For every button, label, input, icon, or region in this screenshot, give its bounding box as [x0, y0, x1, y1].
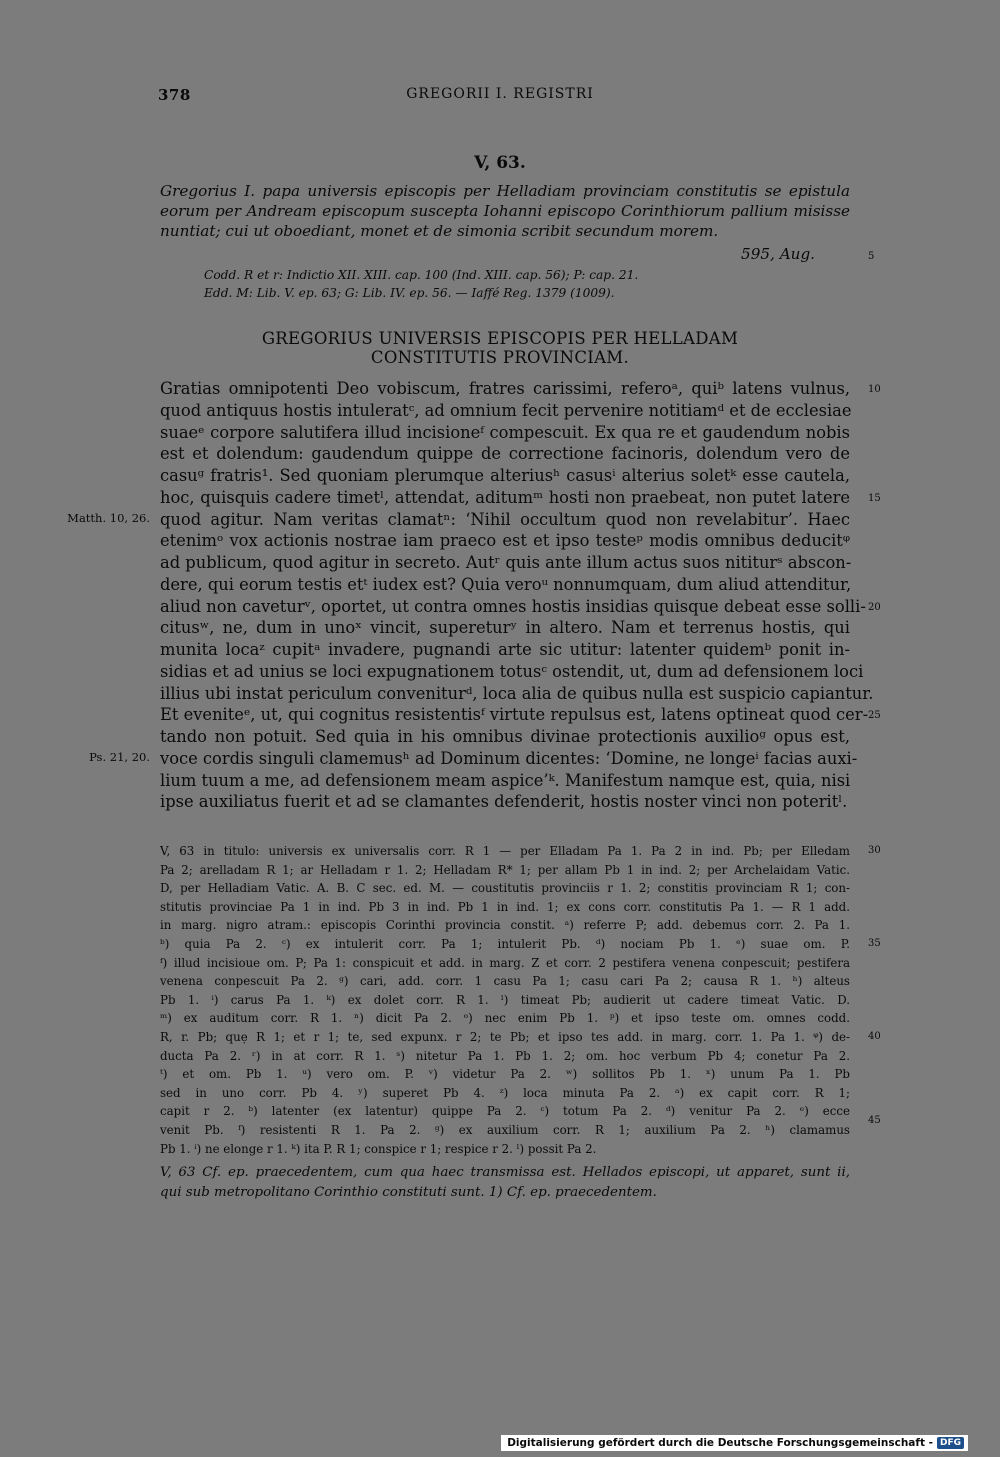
apparatus-line: D, per Helladiam Vatic. A. B. C sec. ed. M. — coustitutis provinciis r 1. 2; constitis provinciam R 1; con-	[160, 881, 850, 896]
body-line: citusʷ, ne, dum in unoˣ vincit, supereturʸ in altero. Nam et terrenus hostis, qui	[160, 618, 850, 638]
body-line: est et dolendum: gaudendum quippe de correctione facinoris, dolendum vero de	[160, 444, 850, 464]
main-title-line: CONSTITUTIS PROVINCIAM.	[370, 348, 630, 367]
apparatus-line: V, 63 in titulo: universis ex universalis corr. R 1 — per Elladam Pa 1. Pa 2 in ind. Pb; per Elledam	[160, 844, 850, 858]
line-number: 35	[868, 938, 881, 949]
apparatus-line: stitutis provinciae Pa 1 in ind. Pb 3 in ind. Pb 1 in ind. 1; ex cons corr. constitutis Pa 1. — R 1 add.	[160, 899, 850, 914]
commentary	[160, 1163, 850, 1203]
apparatus-line: ducta Pa 2. ʳ) in at corr. R 1. ˢ) nitetur Pa 1. Pb 1. 2; om. hoc verbum Pb 4; conetur Pa 2.	[160, 1048, 850, 1063]
critical-apparatus	[160, 842, 850, 1158]
body-line: hoc, quisquis cadere timetˡ, attendat, aditumᵐ hosti non praebeat, non putet latere	[160, 487, 850, 507]
line-number: 45	[868, 1115, 881, 1126]
line-number: 20	[868, 602, 881, 613]
apparatus-line: capit r 2. ᵇ) latenter (ex latentur) quippe Pa 2. ᶜ) totum Pa 2. ᵈ) venitur Pa 2. ᵉ) ecce	[160, 1104, 850, 1119]
body-line: suaeᵉ corpore salutifera illud incisioneᶠ compescuit. Ex qua re et gaudendum nobis	[160, 422, 850, 442]
body-line: illius ubi instat periculum conveniturᵈ, loca alia de quibus nulla est suspicio capiantur.	[160, 683, 874, 703]
commentary-line: qui sub metropolitano Corinthio constituti sunt. 1) Cf. ep. praecedentem.	[160, 1185, 657, 1200]
body-line: tando non potuit. Sed quia in his omnibus divinae protectionis auxilioᵍ opus est,	[160, 727, 850, 746]
apparatus-line: venit Pb. ᶠ) resistenti R 1. Pa 2. ᵍ) ex auxilium corr. R 1; auxilium Pa 2. ʰ) clamamus	[160, 1122, 850, 1137]
line-number: 15	[868, 493, 881, 504]
line-number: 5	[868, 251, 875, 262]
body-line: lium tuum a me, ad defensionem meam aspice’ᵏ. Manifestum namque est, quia, nisi	[160, 770, 851, 790]
running-title: GREGORII I. REGISTRI	[406, 86, 594, 102]
main-title	[0, 329, 1000, 367]
body-line: quod agitur. Nam veritas clamatⁿ: ‘Nihil occultum quod non revelabitur’. Haec	[160, 509, 850, 529]
editions-line: Edd. M: Lib. V. ep. 63; G: Lib. IV. ep. 56. — Iaffé Reg. 1379 (1009).	[204, 286, 615, 300]
letter-date: 595, Aug.	[741, 245, 815, 263]
apparatus-line: Pa 2; arelladam R 1; ar Helladam r 1. 2; Helladam R* 1; per allam Pb 1 in ind. 2; per Archelaidam Vatic.	[160, 862, 850, 877]
body-line: etenimᵒ vox actionis nostrae iam praeco est et ipso testeᵖ modis omnibus deducitᵠ	[160, 531, 850, 551]
dfg-logo-icon: DFG	[937, 1437, 964, 1449]
apparatus-line: ᶠ) illud incisioue om. P; Pa 1: conspicuit et add. in marg. Z et corr. 2 pestifera venena conpescuit; pestifera	[160, 955, 850, 970]
apparatus-line: ᵇ) quia Pa 2. ᶜ) ex intulerit corr. Pa 1; intulerit Pb. ᵈ) nociam Pb 1. ᵉ) suae om. P.	[160, 936, 850, 951]
letter-summary: Gregorius I. papa universis episcopis per Helladiam provinciam constitutis se epistula eorum per Andream episcopum suscepta Iohanni episcopo Corinthiorum pallium misisse nuntiat; cui ut oboediant, monet et de simonia scribit secundum morem.	[160, 182, 850, 240]
apparatus-line: Pb 1. ⁱ) carus Pa 1. ᵏ) ex dolet corr. R 1. ˡ) timeat Pb; audierit ut cadere timeat Vatic. D.	[160, 992, 850, 1007]
apparatus-line: Pb 1. ⁱ) ne elonge r 1. ᵏ) ita P. R 1; conspice r 1; respice r 2. ˡ) possit Pa 2.	[160, 1141, 597, 1156]
letter-body	[160, 378, 874, 813]
line-number: 30	[868, 845, 881, 856]
commentary-line: V, 63 Cf. ep. praecedentem, cum qua haec transmissa est. Hellados episcopi, ut apparet, sunt ii,	[160, 1165, 850, 1180]
line-number: 25	[868, 710, 881, 721]
body-line: ad publicum, quod agitur in secreto. Autʳ quis ante illum actus suos nititurˢ abscon-	[160, 553, 852, 572]
page-number: 378	[158, 86, 191, 104]
apparatus-line: sed in uno corr. Pb 4. ʸ) superet Pb 4. ᶻ) loca minuta Pa 2. ᵃ) ex capit corr. R 1;	[160, 1085, 850, 1100]
body-line: casuᵍ fratris¹. Sed quoniam plerumque alteriusʰ casusⁱ alterius soletᵏ esse cautela,	[160, 466, 850, 485]
dfg-footer	[501, 1435, 968, 1451]
body-line: voce cordis singuli clamemusʰ ad Dominum dicentes: ‘Domine, ne longeⁱ facias auxi-	[160, 748, 858, 768]
apparatus-line: ᵐ) ex auditum corr. R 1. ⁿ) dicit Pa 2. ᵒ) nec enim Pb 1. ᵖ) et ipso teste om. omnes codd.	[160, 1011, 850, 1026]
apparatus-line: venena conpescuit Pa 2. ᵍ) cari, add. corr. 1 casu Pa 1; casu cari Pa 2; causa R 1. ʰ) alteus	[160, 974, 850, 989]
body-line: dere, qui eorum testis etᵗ iudex est? Quia veroᵘ nonnumquam, dum aliud attenditur,	[160, 574, 852, 594]
line-number: 10	[868, 384, 881, 395]
line-number: 40	[868, 1031, 881, 1042]
codices-line: Codd. R et r: Indictio XII. XIII. cap. 100 (Ind. XIII. cap. 56); P: cap. 21.	[204, 268, 639, 282]
apparatus-line: R, r. Pb; quẹ R 1; et r 1; te, sed expunx. r 2; te Pb; et ipso tes add. in marg. corr. 1. Pa 1. ᵠ) de-	[160, 1029, 850, 1044]
apparatus-line: ᵗ) et om. Pb 1. ᵘ) vero om. P. ᵛ) videtur Pa 2. ʷ) sollitos Pb 1. ˣ) unum Pa 1. Pb	[160, 1067, 850, 1082]
body-line: aliud non caveturᵛ, oportet, ut contra omnes hostis insidias quisque debeat esse solli-	[160, 596, 866, 616]
letter-number: V, 63.	[474, 153, 526, 173]
body-line: sidias et ad unius se loci expugnationem totusᶜ ostendit, ut, dum ad defensionem loci	[160, 661, 864, 681]
body-line: Gratias omnipotenti Deo vobiscum, fratres carissimi, referoᵃ, quiᵇ latens vulnus,	[160, 379, 850, 398]
margin-ref-matthew: Matth. 10, 26.	[67, 511, 150, 525]
body-line: quod antiquus hostis intuleratᶜ, ad omnium fecit pervenire notitiamᵈ et de ecclesiae	[160, 400, 852, 420]
body-line: ipse auxiliatus fuerit et ad se clamantes defenderit, hostis noster vinci non poteritˡ.	[160, 792, 848, 812]
footer-text: Digitalisierung gefördert durch die Deutsche Forschungsgemeinschaft -	[507, 1437, 933, 1449]
margin-ref-psalm: Ps. 21, 20.	[89, 750, 150, 764]
body-line: munita locaᶻ cupitᵃ invadere, pugnandi arte sic utitur: latenter quidemᵇ ponit in-	[160, 640, 850, 659]
apparatus-line: in marg. nigro atram.: episcopis Corinthi provincia constit. ᵃ) referre P; add. debemus corr. 2. Pa 1.	[160, 918, 850, 933]
sources	[204, 266, 638, 302]
body-line: Et eveniteᵉ, ut, qui cognitus resistentisᶠ virtute repulsus est, latens optineat quod cer-	[160, 705, 869, 725]
main-title-line: GREGORIUS UNIVERSIS EPISCOPIS PER HELLADAM	[261, 329, 739, 348]
